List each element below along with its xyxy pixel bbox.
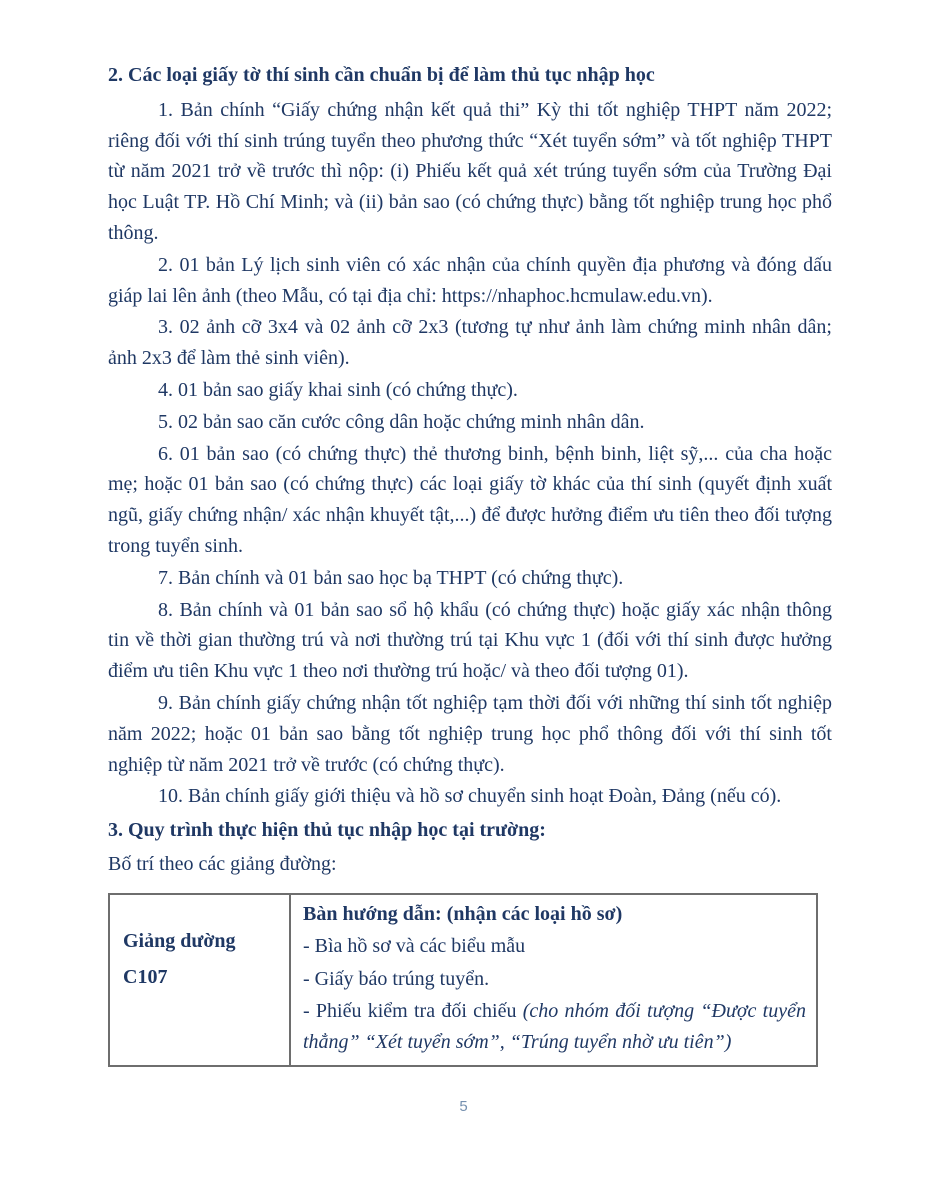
table-row xyxy=(109,894,817,1067)
desk-item-3 xyxy=(303,996,806,1057)
list-item-8: 8. Bản chính và 01 bản sao sổ hộ khẩu (có chứng thực) hoặc giấy xác nhận thông tin về thời gian thường trú và nơi thường trú tại Khu vực 1 (đối với thí sinh được hưởng điểm ưu tiên Khu vực 1 theo nơi thường trú hoặc/ và theo đối tượng 01). xyxy=(108,598,832,683)
section-2-heading: 2. Các loại giấy tờ thí sinh cần chuẩn bị để làm thủ tục nhập học xyxy=(108,64,655,86)
room-name: Giảng dường xyxy=(123,929,236,952)
page-number: 5 xyxy=(459,1098,468,1115)
lecture-hall-table xyxy=(108,893,818,1068)
desk-title: Bàn hướng dẫn: (nhận các loại hồ sơ) xyxy=(303,902,623,925)
desk-item-3-label: - Phiếu kiểm tra đối chiếu xyxy=(303,1000,523,1023)
section-3-heading: 3. Quy trình thực hiện thủ tục nhập học tại trường: xyxy=(108,819,546,842)
document-body xyxy=(108,60,832,1067)
list-item-1: 1. Bản chính “Giấy chứng nhận kết quả thi” Kỳ thi tốt nghiệp THPT năm 2022; riêng đối với thí sinh trúng tuyển theo phương thức “Xét tuyển sớm” và tốt nghiệp THPT từ năm 2021 trở về trước thì nộp: (i) Phiếu kết quả xét trúng tuyển sớm của Trường Đại học Luật TP. Hồ Chí Minh; và (ii) bản sao (có chứng thực) bằng tốt nghiệp trung học phổ thông. xyxy=(108,98,832,244)
list-item-7: 7. Bản chính và 01 bản sao học bạ THPT (có chứng thực). xyxy=(158,566,624,589)
guide-desk-cell xyxy=(290,894,817,1067)
table-intro-text: Bố trí theo các giảng đường: xyxy=(108,852,337,875)
desk-item-1: - Bìa hồ sơ và các biểu mẫu xyxy=(303,935,526,958)
list-item-4: 4. 01 bản sao giấy khai sinh (có chứng thực). xyxy=(158,378,518,401)
list-item-5: 5. 02 bản sao căn cước công dân hoặc chứng minh nhân dân. xyxy=(158,410,645,433)
room-code: C107 xyxy=(123,965,168,988)
room-cell xyxy=(109,894,290,1067)
desk-item-2: - Giấy báo trúng tuyển. xyxy=(303,967,490,990)
list-item-3: 3. 02 ảnh cỡ 3x4 và 02 ảnh cỡ 2x3 (tương tự như ảnh làm chứng minh nhân dân; ảnh 2x3 để làm thẻ sinh viên). xyxy=(108,316,832,370)
list-item-10: 10. Bản chính giấy giới thiệu và hồ sơ chuyển sinh hoạt Đoàn, Đảng (nếu có). xyxy=(158,785,782,808)
list-item-6: 6. 01 bản sao (có chứng thực) thẻ thương binh, bệnh binh, liệt sỹ,... của cha hoặc mẹ; hoặc 01 bản sao (có chứng thực) các loại giấy tờ khác của thí sinh (quyết định xuất ngũ, giấy chứng nhận/ xác nhận khuyết tật,...) để được hưởng điểm ưu tiên theo đối tượng trong tuyển sinh. xyxy=(108,442,832,557)
desk-item-3-note: (cho nhóm đối tượng “Được tuyển thẳng” “Xét tuyển sớm”, “Trúng tuyển nhờ ưu tiên”) xyxy=(303,1000,806,1053)
list-item-9: 9. Bản chính giấy chứng nhận tốt nghiệp tạm thời đối với những thí sinh tốt nghiệp năm 2022; hoặc 01 bản sao bằng tốt nghiệp trung học phổ thông đối với thí sinh tốt nghiệp từ năm 2021 trở về trước (có chứng thực). xyxy=(108,691,832,776)
list-item-2: 2. 01 bản Lý lịch sinh viên có xác nhận của chính quyền địa phương và đóng dấu giáp lai lên ảnh (theo Mẫu, có tại địa chỉ: https://nhaphoc.hcmulaw.edu.vn). xyxy=(108,253,832,307)
